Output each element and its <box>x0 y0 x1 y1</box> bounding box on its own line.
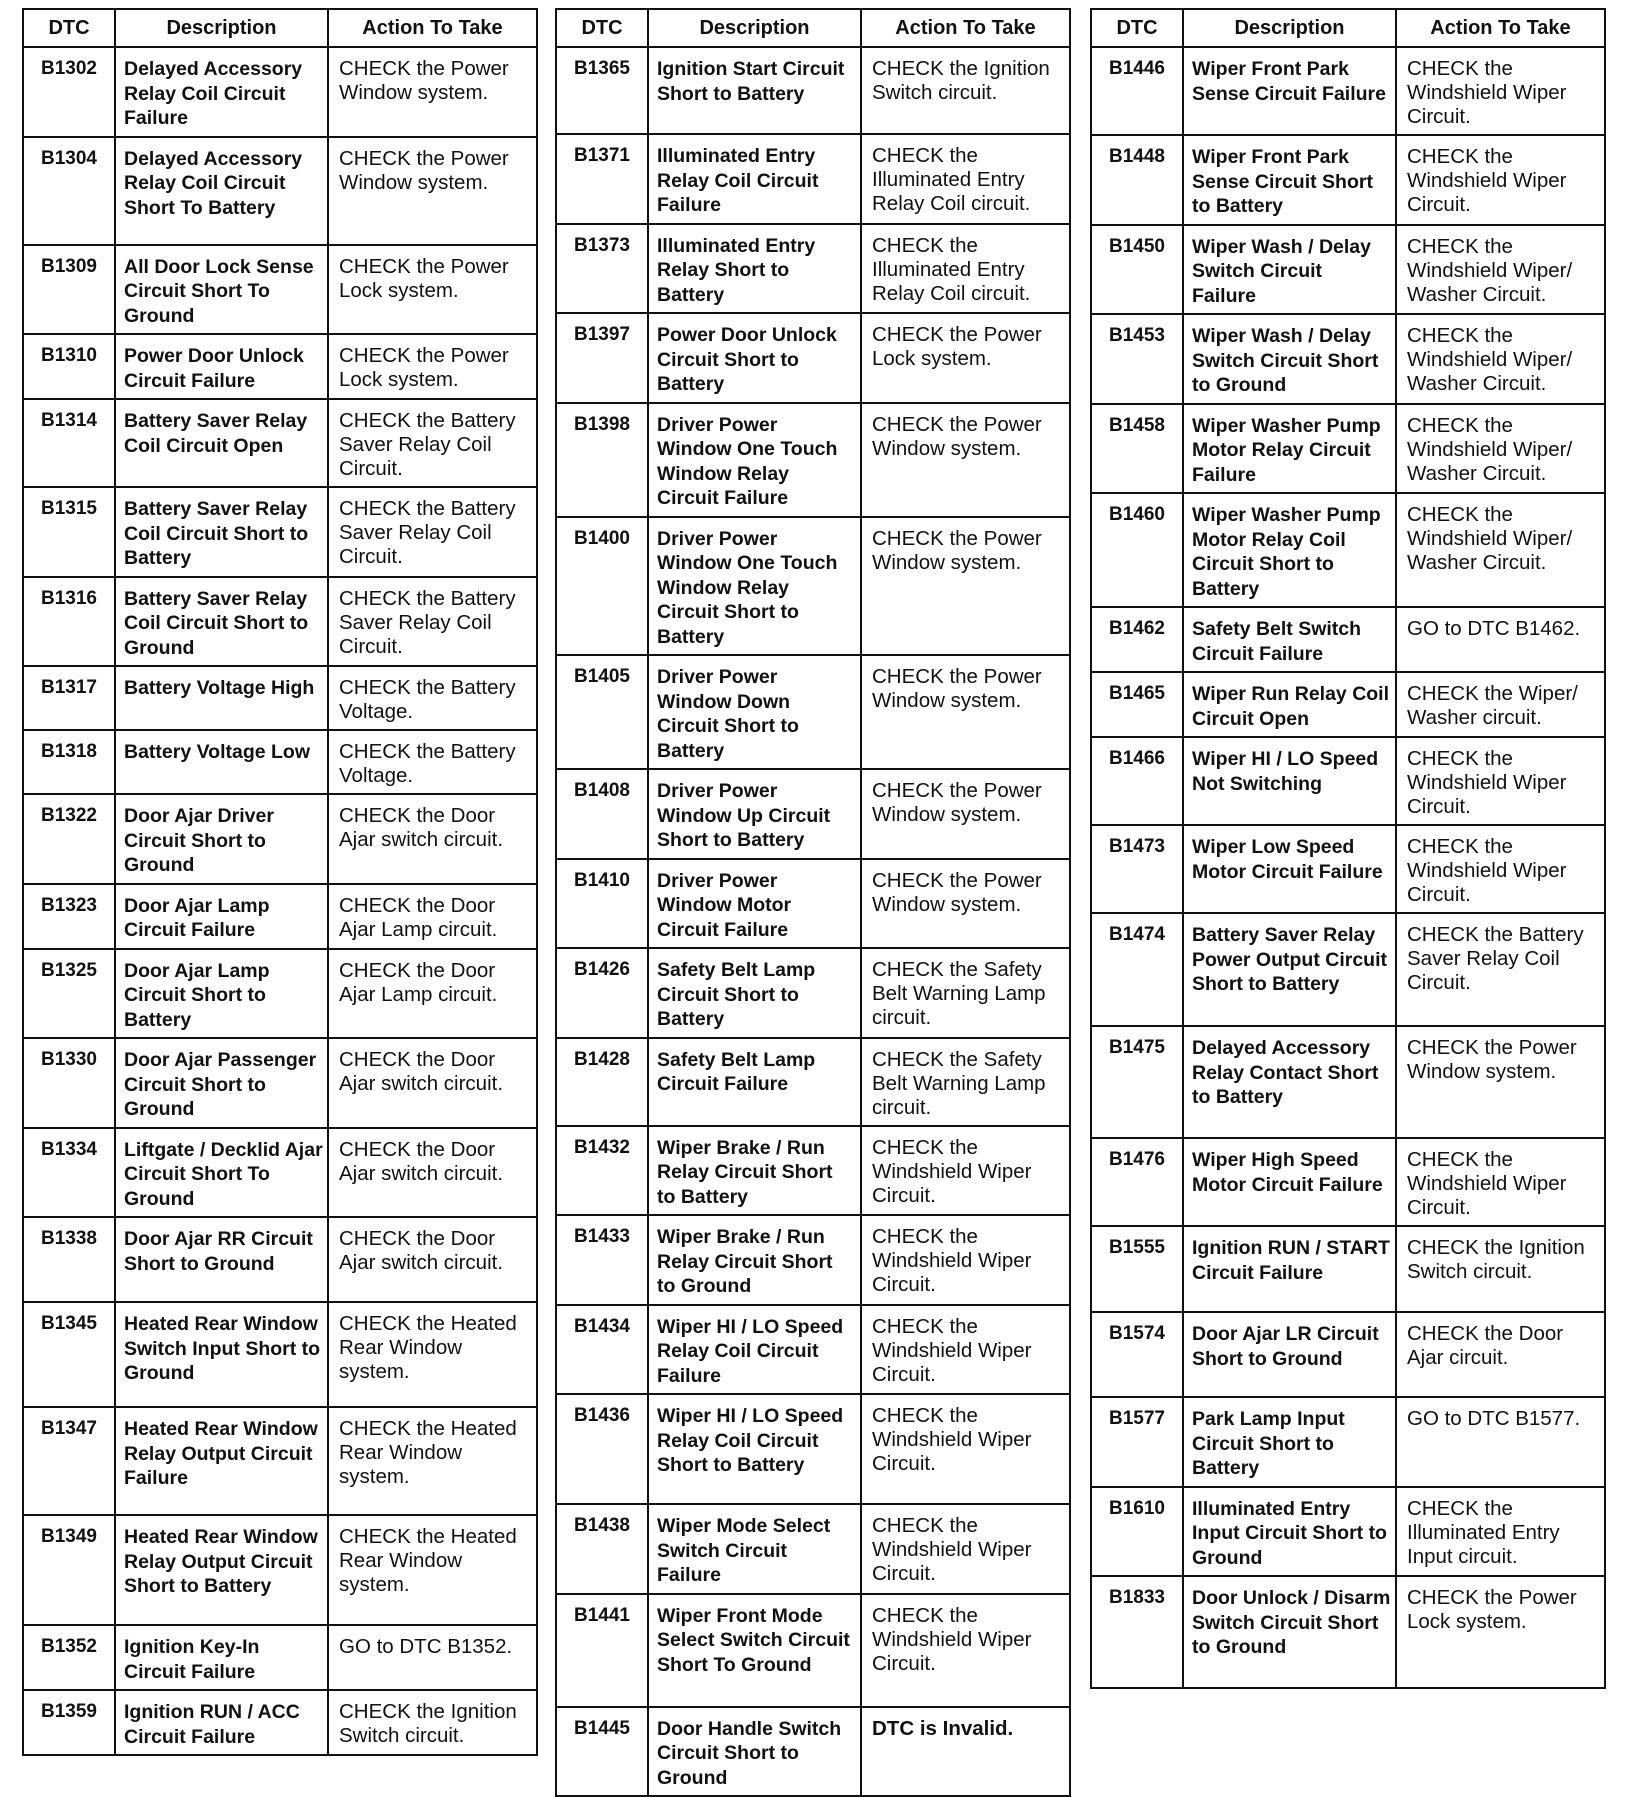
action-cell: CHECK the Windshield Wiper Circuit. <box>1396 737 1605 825</box>
dtc-code-cell: B1476 <box>1091 1138 1183 1226</box>
description-cell: Safety Belt Lamp Circuit Short to Battery <box>648 948 861 1038</box>
dtc-code-cell: B1555 <box>1091 1226 1183 1312</box>
action-cell: CHECK the Windshield Wiper Circuit. <box>1396 825 1605 913</box>
action-cell: CHECK the Power Window system. <box>861 403 1070 517</box>
dtc-code-cell: B1475 <box>1091 1026 1183 1138</box>
header-action: Action To Take <box>328 9 537 47</box>
dtc-table <box>555 8 1071 1797</box>
dtc-table <box>22 8 538 1756</box>
table-row <box>23 399 537 487</box>
table-row <box>1091 672 1605 737</box>
action-cell: GO to DTC B1352. <box>328 1625 537 1690</box>
dtc-code-cell: B1465 <box>1091 672 1183 737</box>
table-row <box>23 47 537 137</box>
action-cell: CHECK the Illuminated Entry Relay Coil circuit. <box>861 134 1070 224</box>
description-cell: Ignition Start Circuit Short to Battery <box>648 47 861 134</box>
action-cell: CHECK the Battery Saver Relay Coil Circuit. <box>328 399 537 487</box>
table-row <box>556 948 1070 1038</box>
action-cell: CHECK the Safety Belt Warning Lamp circuit. <box>861 1038 1070 1126</box>
description-cell: Heated Rear Window Relay Output Circuit Short to Battery <box>115 1515 328 1625</box>
header-dtc: DTC <box>23 9 115 47</box>
table-row <box>556 1038 1070 1126</box>
dtc-code-cell: B1316 <box>23 577 115 667</box>
dtc-code-cell: B1445 <box>556 1707 648 1797</box>
dtc-code-cell: B1349 <box>23 1515 115 1625</box>
header-description: Description <box>648 9 861 47</box>
dtc-table-column-3 <box>1090 8 1604 1689</box>
table-row <box>1091 1138 1605 1226</box>
action-cell: GO to DTC B1577. <box>1396 1397 1605 1487</box>
table-row <box>1091 1487 1605 1577</box>
dtc-code-cell: B1365 <box>556 47 648 134</box>
action-cell: CHECK the Windshield Wiper Circuit. <box>861 1126 1070 1216</box>
action-cell: CHECK the Power Lock system. <box>861 313 1070 403</box>
description-cell: Driver Power Window One Touch Window Relay Circuit Short to Battery <box>648 517 861 656</box>
table-row <box>23 245 537 335</box>
dtc-code-cell: B1317 <box>23 666 115 730</box>
dtc-code-cell: B1574 <box>1091 1312 1183 1397</box>
table-row <box>1091 493 1605 607</box>
action-cell: CHECK the Battery Voltage. <box>328 730 537 794</box>
description-cell: Park Lamp Input Circuit Short to Battery <box>1183 1397 1396 1487</box>
dtc-code-cell: B1438 <box>556 1504 648 1594</box>
dtc-code-cell: B1610 <box>1091 1487 1183 1577</box>
action-cell: CHECK the Door Ajar Lamp circuit. <box>328 884 537 949</box>
dtc-code-cell: B1446 <box>1091 47 1183 135</box>
action-cell: CHECK the Windshield Wiper Circuit. <box>861 1504 1070 1594</box>
description-cell: Wiper HI / LO Speed Not Switching <box>1183 737 1396 825</box>
dtc-code-cell: B1310 <box>23 334 115 399</box>
dtc-code-cell: B1448 <box>1091 135 1183 225</box>
action-cell: CHECK the Heated Rear Window system. <box>328 1515 537 1625</box>
description-cell: Wiper Wash / Delay Switch Circuit Failure <box>1183 225 1396 315</box>
description-cell: Wiper Brake / Run Relay Circuit Short to Battery <box>648 1126 861 1216</box>
dtc-code-cell: B1408 <box>556 769 648 859</box>
table-row <box>556 224 1070 314</box>
header-action: Action To Take <box>1396 9 1605 47</box>
dtc-code-cell: B1400 <box>556 517 648 656</box>
action-cell: CHECK the Power Window system. <box>861 655 1070 769</box>
table-row <box>23 884 537 949</box>
action-cell: CHECK the Power Window system. <box>1396 1026 1605 1138</box>
table-row <box>23 666 537 730</box>
table-row <box>23 1407 537 1515</box>
table-row <box>23 1302 537 1407</box>
description-cell: Wiper Brake / Run Relay Circuit Short to Ground <box>648 1215 861 1305</box>
description-cell: Wiper Mode Select Switch Circuit Failure <box>648 1504 861 1594</box>
table-row <box>23 487 537 577</box>
dtc-code-cell: B1314 <box>23 399 115 487</box>
table-row <box>556 1594 1070 1707</box>
description-cell: Delayed Accessory Relay Coil Circuit Short To Battery <box>115 137 328 245</box>
description-cell: Wiper Front Park Sense Circuit Failure <box>1183 47 1396 135</box>
dtc-code-cell: B1309 <box>23 245 115 335</box>
table-row <box>556 1707 1070 1797</box>
action-cell: DTC is Invalid. <box>861 1707 1070 1797</box>
table-row <box>556 1394 1070 1504</box>
description-cell: Battery Voltage High <box>115 666 328 730</box>
table-row <box>556 859 1070 949</box>
table-row <box>556 47 1070 134</box>
description-cell: Door Ajar RR Circuit Short to Ground <box>115 1217 328 1302</box>
description-cell: Illuminated Entry Input Circuit Short to Ground <box>1183 1487 1396 1577</box>
dtc-code-cell: B1460 <box>1091 493 1183 607</box>
description-cell: Door Ajar Driver Circuit Short to Ground <box>115 794 328 884</box>
description-cell: Ignition RUN / START Circuit Failure <box>1183 1226 1396 1312</box>
table-row <box>1091 1397 1605 1487</box>
dtc-code-cell: B1473 <box>1091 825 1183 913</box>
description-cell: Door Ajar Passenger Circuit Short to Ground <box>115 1038 328 1128</box>
table-row <box>23 794 537 884</box>
dtc-code-cell: B1577 <box>1091 1397 1183 1487</box>
table-header-row <box>23 9 537 47</box>
description-cell: Wiper Washer Pump Motor Relay Circuit Failure <box>1183 404 1396 494</box>
dtc-code-cell: B1433 <box>556 1215 648 1305</box>
action-cell: CHECK the Door Ajar switch circuit. <box>328 794 537 884</box>
action-cell: GO to DTC B1462. <box>1396 607 1605 672</box>
description-cell: Wiper High Speed Motor Circuit Failure <box>1183 1138 1396 1226</box>
action-cell: CHECK the Windshield Wiper/ Washer Circuit. <box>1396 314 1605 404</box>
description-cell: Liftgate / Decklid Ajar Circuit Short To Ground <box>115 1128 328 1218</box>
dtc-code-cell: B1474 <box>1091 913 1183 1026</box>
description-cell: Door Unlock / Disarm Switch Circuit Short to Ground <box>1183 1576 1396 1688</box>
action-cell: CHECK the Safety Belt Warning Lamp circuit. <box>861 948 1070 1038</box>
table-row <box>23 949 537 1039</box>
table-row <box>1091 1312 1605 1397</box>
dtc-code-cell: B1833 <box>1091 1576 1183 1688</box>
table-body <box>556 47 1070 1796</box>
description-cell: All Door Lock Sense Circuit Short To Ground <box>115 245 328 335</box>
description-cell: Ignition RUN / ACC Circuit Failure <box>115 1690 328 1755</box>
action-cell: CHECK the Windshield Wiper Circuit. <box>1396 135 1605 225</box>
action-cell: CHECK the Windshield Wiper/ Washer Circuit. <box>1396 225 1605 315</box>
description-cell: Battery Saver Relay Coil Circuit Short to Ground <box>115 577 328 667</box>
action-cell: CHECK the Power Lock system. <box>328 245 537 335</box>
table-header-row <box>1091 9 1605 47</box>
action-cell: CHECK the Power Window system. <box>861 859 1070 949</box>
table-row <box>556 1504 1070 1594</box>
table-row <box>23 1128 537 1218</box>
description-cell: Battery Voltage Low <box>115 730 328 794</box>
table-row <box>556 403 1070 517</box>
action-cell: CHECK the Battery Saver Relay Coil Circuit. <box>1396 913 1605 1026</box>
action-cell: CHECK the Door Ajar switch circuit. <box>328 1217 537 1302</box>
description-cell: Driver Power Window One Touch Window Relay Circuit Failure <box>648 403 861 517</box>
action-cell: CHECK the Illuminated Entry Input circuit. <box>1396 1487 1605 1577</box>
header-description: Description <box>1183 9 1396 47</box>
table-row <box>23 1625 537 1690</box>
description-cell: Wiper Washer Pump Motor Relay Coil Circuit Short to Battery <box>1183 493 1396 607</box>
dtc-code-cell: B1359 <box>23 1690 115 1755</box>
table-row <box>23 577 537 667</box>
action-cell: CHECK the Windshield Wiper Circuit. <box>861 1594 1070 1707</box>
description-cell: Door Ajar Lamp Circuit Short to Battery <box>115 949 328 1039</box>
dtc-code-cell: B1352 <box>23 1625 115 1690</box>
action-cell: CHECK the Ignition Switch circuit. <box>1396 1226 1605 1312</box>
dtc-code-cell: B1410 <box>556 859 648 949</box>
action-cell: CHECK the Power Lock system. <box>1396 1576 1605 1688</box>
description-cell: Door Ajar LR Circuit Short to Ground <box>1183 1312 1396 1397</box>
table-row <box>23 1217 537 1302</box>
dtc-code-cell: B1318 <box>23 730 115 794</box>
table-body <box>23 47 537 1755</box>
description-cell: Door Handle Switch Circuit Short to Ground <box>648 1707 861 1797</box>
description-cell: Safety Belt Switch Circuit Failure <box>1183 607 1396 672</box>
action-cell: CHECK the Ignition Switch circuit. <box>328 1690 537 1755</box>
description-cell: Battery Saver Relay Coil Circuit Short to Battery <box>115 487 328 577</box>
table-row <box>23 730 537 794</box>
description-cell: Wiper Run Relay Coil Circuit Open <box>1183 672 1396 737</box>
description-cell: Delayed Accessory Relay Coil Circuit Failure <box>115 47 328 137</box>
action-cell: CHECK the Windshield Wiper Circuit. <box>1396 47 1605 135</box>
header-dtc: DTC <box>556 9 648 47</box>
table-row <box>556 1215 1070 1305</box>
header-action: Action To Take <box>861 9 1070 47</box>
dtc-code-cell: B1436 <box>556 1394 648 1504</box>
action-cell: CHECK the Windshield Wiper Circuit. <box>861 1215 1070 1305</box>
dtc-code-cell: B1347 <box>23 1407 115 1515</box>
action-cell: CHECK the Illuminated Entry Relay Coil circuit. <box>861 224 1070 314</box>
dtc-code-cell: B1450 <box>1091 225 1183 315</box>
table-row <box>1091 1026 1605 1138</box>
header-description: Description <box>115 9 328 47</box>
action-cell: CHECK the Door Ajar switch circuit. <box>328 1128 537 1218</box>
description-cell: Battery Saver Relay Coil Circuit Open <box>115 399 328 487</box>
dtc-code-cell: B1398 <box>556 403 648 517</box>
table-row <box>23 1515 537 1625</box>
action-cell: CHECK the Door Ajar Lamp circuit. <box>328 949 537 1039</box>
table-row <box>23 137 537 245</box>
action-cell: CHECK the Power Window system. <box>861 769 1070 859</box>
description-cell: Heated Rear Window Switch Input Short to Ground <box>115 1302 328 1407</box>
action-cell: CHECK the Heated Rear Window system. <box>328 1407 537 1515</box>
table-row <box>556 655 1070 769</box>
dtc-code-cell: B1338 <box>23 1217 115 1302</box>
dtc-code-cell: B1304 <box>23 137 115 245</box>
description-cell: Illuminated Entry Relay Short to Battery <box>648 224 861 314</box>
table-row <box>1091 314 1605 404</box>
table-row <box>1091 913 1605 1026</box>
description-cell: Heated Rear Window Relay Output Circuit Failure <box>115 1407 328 1515</box>
dtc-code-cell: B1426 <box>556 948 648 1038</box>
description-cell: Safety Belt Lamp Circuit Failure <box>648 1038 861 1126</box>
dtc-code-cell: B1432 <box>556 1126 648 1216</box>
action-cell: CHECK the Heated Rear Window system. <box>328 1302 537 1407</box>
action-cell: CHECK the Wiper/ Washer circuit. <box>1396 672 1605 737</box>
action-cell: CHECK the Windshield Wiper Circuit. <box>861 1305 1070 1395</box>
dtc-code-cell: B1458 <box>1091 404 1183 494</box>
table-row <box>556 134 1070 224</box>
dtc-code-cell: B1315 <box>23 487 115 577</box>
action-cell: CHECK the Door Ajar circuit. <box>1396 1312 1605 1397</box>
table-row <box>1091 404 1605 494</box>
table-body <box>1091 47 1605 1688</box>
table-row <box>1091 825 1605 913</box>
table-row <box>556 769 1070 859</box>
table-row <box>1091 1576 1605 1688</box>
table-row <box>1091 737 1605 825</box>
description-cell: Ignition Key-In Circuit Failure <box>115 1625 328 1690</box>
table-row <box>556 313 1070 403</box>
table-header-row <box>556 9 1070 47</box>
action-cell: CHECK the Power Window system. <box>328 137 537 245</box>
table-row <box>1091 607 1605 672</box>
table-row <box>23 334 537 399</box>
description-cell: Wiper Low Speed Motor Circuit Failure <box>1183 825 1396 913</box>
description-cell: Door Ajar Lamp Circuit Failure <box>115 884 328 949</box>
table-row <box>1091 135 1605 225</box>
description-cell: Wiper HI / LO Speed Relay Coil Circuit Failure <box>648 1305 861 1395</box>
dtc-code-cell: B1462 <box>1091 607 1183 672</box>
table-row <box>1091 225 1605 315</box>
action-cell: CHECK the Battery Saver Relay Coil Circuit. <box>328 577 537 667</box>
dtc-table-column-1 <box>22 8 536 1756</box>
dtc-code-cell: B1373 <box>556 224 648 314</box>
action-cell: CHECK the Windshield Wiper/ Washer Circuit. <box>1396 404 1605 494</box>
description-cell: Driver Power Window Up Circuit Short to Battery <box>648 769 861 859</box>
description-cell: Wiper Wash / Delay Switch Circuit Short to Ground <box>1183 314 1396 404</box>
action-cell: CHECK the Battery Voltage. <box>328 666 537 730</box>
description-cell: Power Door Unlock Circuit Failure <box>115 334 328 399</box>
dtc-code-cell: B1428 <box>556 1038 648 1126</box>
dtc-code-cell: B1302 <box>23 47 115 137</box>
description-cell: Wiper Front Mode Select Switch Circuit Short To Ground <box>648 1594 861 1707</box>
description-cell: Illuminated Entry Relay Coil Circuit Failure <box>648 134 861 224</box>
dtc-code-cell: B1405 <box>556 655 648 769</box>
dtc-code-cell: B1453 <box>1091 314 1183 404</box>
table-row <box>556 517 1070 656</box>
action-cell: CHECK the Ignition Switch circuit. <box>861 47 1070 134</box>
table-row <box>556 1126 1070 1216</box>
table-row <box>1091 47 1605 135</box>
dtc-code-cell: B1334 <box>23 1128 115 1218</box>
description-cell: Driver Power Window Motor Circuit Failure <box>648 859 861 949</box>
description-cell: Wiper Front Park Sense Circuit Short to Battery <box>1183 135 1396 225</box>
dtc-table <box>1090 8 1606 1689</box>
dtc-table-column-2 <box>555 8 1069 1797</box>
dtc-code-cell: B1345 <box>23 1302 115 1407</box>
dtc-code-cell: B1397 <box>556 313 648 403</box>
description-cell: Driver Power Window Down Circuit Short to Battery <box>648 655 861 769</box>
dtc-code-cell: B1434 <box>556 1305 648 1395</box>
description-cell: Battery Saver Relay Power Output Circuit Short to Battery <box>1183 913 1396 1026</box>
dtc-code-cell: B1330 <box>23 1038 115 1128</box>
dtc-code-cell: B1325 <box>23 949 115 1039</box>
action-cell: CHECK the Power Window system. <box>328 47 537 137</box>
header-dtc: DTC <box>1091 9 1183 47</box>
dtc-code-cell: B1323 <box>23 884 115 949</box>
dtc-code-cell: B1322 <box>23 794 115 884</box>
action-cell: CHECK the Windshield Wiper Circuit. <box>861 1394 1070 1504</box>
dtc-code-cell: B1371 <box>556 134 648 224</box>
action-cell: CHECK the Power Window system. <box>861 517 1070 656</box>
description-cell: Wiper HI / LO Speed Relay Coil Circuit Short to Battery <box>648 1394 861 1504</box>
action-cell: CHECK the Windshield Wiper Circuit. <box>1396 1138 1605 1226</box>
table-row <box>556 1305 1070 1395</box>
action-cell: CHECK the Door Ajar switch circuit. <box>328 1038 537 1128</box>
table-row <box>1091 1226 1605 1312</box>
description-cell: Delayed Accessory Relay Contact Short to Battery <box>1183 1026 1396 1138</box>
dtc-code-cell: B1466 <box>1091 737 1183 825</box>
action-cell: CHECK the Battery Saver Relay Coil Circuit. <box>328 487 537 577</box>
action-cell: CHECK the Windshield Wiper/ Washer Circuit. <box>1396 493 1605 607</box>
action-cell: CHECK the Power Lock system. <box>328 334 537 399</box>
table-row <box>23 1038 537 1128</box>
dtc-code-cell: B1441 <box>556 1594 648 1707</box>
description-cell: Power Door Unlock Circuit Short to Battery <box>648 313 861 403</box>
